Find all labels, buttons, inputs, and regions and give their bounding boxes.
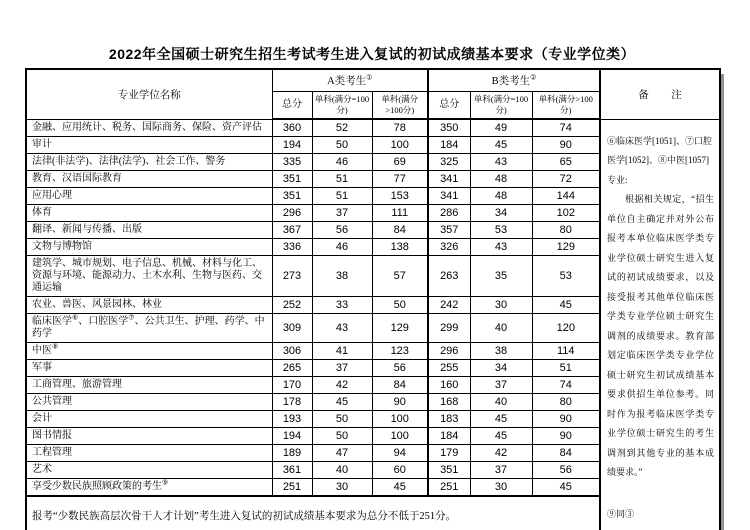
score-cell: 367	[272, 221, 312, 238]
score-cell: 255	[428, 359, 470, 376]
score-cell: 30	[312, 478, 372, 496]
score-cell: 170	[272, 376, 312, 393]
score-cell: 51	[312, 170, 372, 187]
degree-name-cell: 中医⑧	[26, 342, 272, 359]
score-cell: 251	[428, 478, 470, 496]
score-cell: 34	[470, 359, 532, 376]
score-cell: 100	[372, 427, 428, 444]
score-cell: 40	[470, 313, 532, 342]
score-cell: 53	[470, 221, 532, 238]
score-cell: 53	[532, 255, 600, 296]
footnote-marker: ⑧	[52, 342, 59, 351]
degree-name-cell: 艺术	[26, 461, 272, 478]
degree-name-cell: 工程管理	[26, 444, 272, 461]
degree-name-cell: 享受少数民族照顾政策的考生⑨	[26, 478, 272, 496]
score-cell: 326	[428, 238, 470, 255]
subheader-a-2: 单科(满分>100分)	[372, 91, 428, 119]
score-cell: 357	[428, 221, 470, 238]
score-cell: 45	[532, 478, 600, 496]
score-cell: 94	[372, 444, 428, 461]
score-cell: 360	[272, 119, 312, 136]
score-cell: 84	[532, 444, 600, 461]
degree-name-cell: 教育、汉语国际教育	[26, 170, 272, 187]
score-cell: 306	[272, 342, 312, 359]
footnote-marker: ⑥	[72, 313, 79, 322]
score-cell: 56	[312, 221, 372, 238]
score-cell: 35	[470, 255, 532, 296]
score-cell: 45	[470, 427, 532, 444]
score-cell: 90	[532, 136, 600, 153]
score-cell: 90	[532, 410, 600, 427]
score-cell: 351	[272, 187, 312, 204]
degree-name-cell: 应用心理	[26, 187, 272, 204]
degree-name-cell: 工商管理、旅游管理	[26, 376, 272, 393]
score-cell: 56	[372, 359, 428, 376]
score-cell: 51	[312, 187, 372, 204]
score-cell: 263	[428, 255, 470, 296]
score-cell: 48	[470, 187, 532, 204]
score-cell: 74	[532, 119, 600, 136]
score-cell: 138	[372, 238, 428, 255]
score-cell: 78	[372, 119, 428, 136]
score-cell: 120	[532, 313, 600, 342]
score-cell: 46	[312, 238, 372, 255]
score-cell: 56	[532, 461, 600, 478]
score-cell: 43	[470, 153, 532, 170]
degree-name-cell: 公共管理	[26, 393, 272, 410]
score-cell: 189	[272, 444, 312, 461]
score-cell: 114	[532, 342, 600, 359]
score-cell: 100	[372, 410, 428, 427]
score-cell: 309	[272, 313, 312, 342]
table-header	[26, 69, 720, 119]
score-cell: 52	[312, 119, 372, 136]
score-cell: 265	[272, 359, 312, 376]
table-body	[26, 119, 720, 530]
score-cell: 45	[532, 296, 600, 313]
subheader-b-2: 单科(满分>100分)	[532, 91, 600, 119]
remark-paragraph-0: ⑥临床医学[1051]、⑦口腔医学[1052]、⑧中医[1057]专业:	[607, 135, 713, 185]
score-cell: 42	[470, 444, 532, 461]
score-cell: 65	[532, 153, 600, 170]
degree-name-cell: 金融、应用统计、税务、国际商务、保险、资产评估	[26, 119, 272, 136]
score-cell: 48	[470, 170, 532, 187]
score-cell: 129	[372, 313, 428, 342]
score-cell: 351	[272, 170, 312, 187]
score-cell: 299	[428, 313, 470, 342]
score-cell: 296	[428, 342, 470, 359]
score-cell: 50	[312, 427, 372, 444]
score-cell: 50	[312, 136, 372, 153]
score-cell: 37	[312, 204, 372, 221]
header-remark: 备 注	[600, 69, 720, 119]
score-cell: 33	[312, 296, 372, 313]
score-cell: 38	[470, 342, 532, 359]
page-title: 2022年全国硕士研究生招生考试考生进入复试的初试成绩基本要求（专业学位类）	[108, 46, 636, 62]
score-cell: 51	[532, 359, 600, 376]
score-cell: 361	[272, 461, 312, 478]
score-cell: 296	[272, 204, 312, 221]
degree-name-cell: 法律(非法学)、法律(法学)、社会工作、警务	[26, 153, 272, 170]
degree-name-cell: 翻译、新闻与传播、出版	[26, 221, 272, 238]
score-cell: 45	[312, 393, 372, 410]
remark-paragraph-1: 根据相关规定，“招生单位自主确定并对外公布报考本单位临床医学类专业学位硕士研究生进入复试的初试成绩要求，以及接受报考其他单位临床医学类专业学位硕士研究生调剂的成绩要求。教育部划定临床医学类专业学位硕士研究生初试成绩基本要求供招生单位参考。同时作为报考临床医学类专业学位硕士研究生的考生调剂到其他专业的基本成绩要求。”	[607, 194, 715, 477]
score-cell: 336	[272, 238, 312, 255]
degree-name-cell: 体育	[26, 204, 272, 221]
score-cell: 179	[428, 444, 470, 461]
score-cell: 123	[372, 342, 428, 359]
remark-cell	[600, 119, 720, 530]
header-group-a: A类考生①	[272, 69, 428, 91]
score-cell: 45	[470, 410, 532, 427]
score-cell: 46	[312, 153, 372, 170]
score-cell: 184	[428, 427, 470, 444]
score-cell: 69	[372, 153, 428, 170]
score-cell: 45	[470, 136, 532, 153]
table-row	[26, 119, 720, 136]
score-cell: 30	[470, 296, 532, 313]
header-row-groups	[26, 69, 720, 91]
score-cell: 350	[428, 119, 470, 136]
score-cell: 193	[272, 410, 312, 427]
degree-name-cell: 农业、兽医、风景园林、林业	[26, 296, 272, 313]
footnote-marker: ⑦	[128, 313, 135, 322]
degree-name-cell: 建筑学、城市规划、电子信息、机械、材料与化工、资源与环境、能源动力、土木水利、生物与医药、交通运输	[26, 255, 272, 296]
score-cell: 49	[470, 119, 532, 136]
score-cell: 37	[312, 359, 372, 376]
score-cell: 90	[372, 393, 428, 410]
score-cell: 40	[470, 393, 532, 410]
score-cell: 90	[532, 427, 600, 444]
footnote-marker: ①	[366, 73, 373, 82]
score-cell: 42	[312, 376, 372, 393]
score-cell: 325	[428, 153, 470, 170]
header-group-b: B类考生②	[428, 69, 600, 91]
score-cell: 80	[532, 393, 600, 410]
footnote-marker: ⑨	[162, 478, 169, 487]
score-cell: 50	[372, 296, 428, 313]
score-cell: 57	[372, 255, 428, 296]
score-cell: 160	[428, 376, 470, 393]
score-cell: 273	[272, 255, 312, 296]
score-cell: 80	[532, 221, 600, 238]
degree-name-cell: 文物与博物馆	[26, 238, 272, 255]
score-cell: 341	[428, 187, 470, 204]
score-cell: 129	[532, 238, 600, 255]
score-cell: 183	[428, 410, 470, 427]
score-cell: 168	[428, 393, 470, 410]
score-cell: 286	[428, 204, 470, 221]
score-cell: 37	[470, 461, 532, 478]
degree-name-cell: 审计	[26, 136, 272, 153]
subheader-b-1: 单科(满分=100分)	[470, 91, 532, 119]
score-cell: 37	[470, 376, 532, 393]
score-cell: 252	[272, 296, 312, 313]
score-cell: 50	[312, 410, 372, 427]
score-cell: 84	[372, 376, 428, 393]
score-cell: 111	[372, 204, 428, 221]
score-cell: 74	[532, 376, 600, 393]
score-cell: 153	[372, 187, 428, 204]
score-cell: 84	[372, 221, 428, 238]
subheader-a-1: 单科(满分=100分)	[312, 91, 372, 119]
score-cell: 77	[372, 170, 428, 187]
score-cell: 144	[532, 187, 600, 204]
score-cell: 34	[470, 204, 532, 221]
score-cell: 47	[312, 444, 372, 461]
score-cell: 43	[312, 313, 372, 342]
score-cell: 242	[428, 296, 470, 313]
score-cell: 351	[428, 461, 470, 478]
remark-paragraph-2: ⑨同③	[607, 508, 635, 519]
score-cell: 102	[532, 204, 600, 221]
header-degree-name: 专业学位名称	[26, 69, 272, 119]
score-cell: 41	[312, 342, 372, 359]
subheader-b-0: 总分	[428, 91, 470, 119]
score-cell: 60	[372, 461, 428, 478]
score-cell: 40	[312, 461, 372, 478]
degree-name-cell: 图书情报	[26, 427, 272, 444]
footnote-cell: 报考“少数民族高层次骨干人才计划”考生进入复试的初试成绩基本要求为总分不低于251分。	[26, 496, 600, 530]
score-cell: 184	[428, 136, 470, 153]
score-cell: 341	[428, 170, 470, 187]
score-cell: 251	[272, 478, 312, 496]
score-cell: 194	[272, 136, 312, 153]
degree-name-cell: 会计	[26, 410, 272, 427]
footnote-marker: ②	[530, 73, 537, 82]
score-cell: 38	[312, 255, 372, 296]
score-cell: 100	[372, 136, 428, 153]
score-cell: 194	[272, 427, 312, 444]
score-cell: 30	[470, 478, 532, 496]
score-cell: 45	[372, 478, 428, 496]
score-cell: 72	[532, 170, 600, 187]
score-table	[25, 68, 721, 530]
score-cell: 335	[272, 153, 312, 170]
score-cell: 43	[470, 238, 532, 255]
subheader-a-0: 总分	[272, 91, 312, 119]
degree-name-cell: 军事	[26, 359, 272, 376]
score-cell: 178	[272, 393, 312, 410]
degree-name-cell: 临床医学⑥、口腔医学⑦、公共卫生、护理、药学、中药学	[26, 313, 272, 342]
